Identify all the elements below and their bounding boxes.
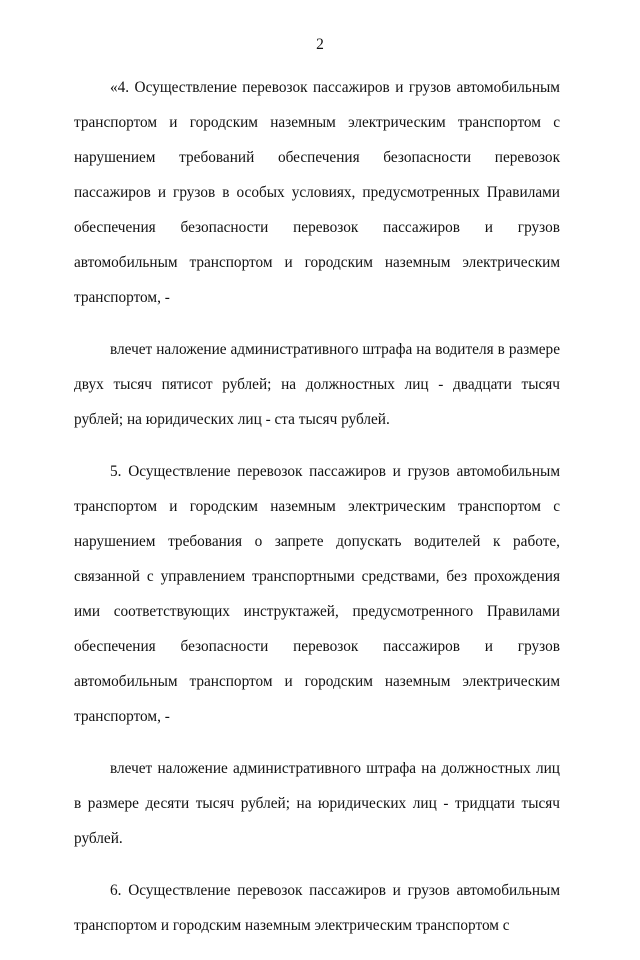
paragraph-item-4-penalty: влечет наложение административного штрафа на водителя в размере двух тысяч пятисот рублей; на должностных лиц - двадцати тысяч рублей; на юридических лиц - ста тысяч рублей. <box>74 341 560 428</box>
paragraph-item-6: 6. Осуществление перевозок пассажиров и грузов автомобильным транспортом и городским наземным электрическим транспортом с <box>74 882 560 934</box>
paragraph-item-5-penalty: влечет наложение административного штрафа на должностных лиц в размере десяти тысяч рублей; на юридических лиц - тридцати тысяч рублей. <box>74 760 560 847</box>
page-number: 2 <box>316 36 324 53</box>
document-body <box>74 70 560 960</box>
paragraph-item-4: «4. Осуществление перевозок пассажиров и грузов автомобильным транспортом и городским наземным электрическим транспортом с нарушением требований обеспечения безопасности перевозок пассажиров и грузов в особых условиях, предусмотренных Правилами обеспечения безопасности перевозок пассажиров и грузов автомобильным транспортом и городским наземным электрическим транспортом, - <box>74 79 560 306</box>
paragraph-item-5: 5. Осуществление перевозок пассажиров и грузов автомобильным транспортом и городским наземным электрическим транспортом с нарушением требования о запрете допускать водителей к работе, связанной с управлением транспортными средствами, без прохождения ими соответствующих инструктажей, предусмотренного Правилами обеспечения безопасности перевозок пассажиров и грузов автомобильным транспортом и городским наземным электрическим транспортом, - <box>74 463 560 725</box>
